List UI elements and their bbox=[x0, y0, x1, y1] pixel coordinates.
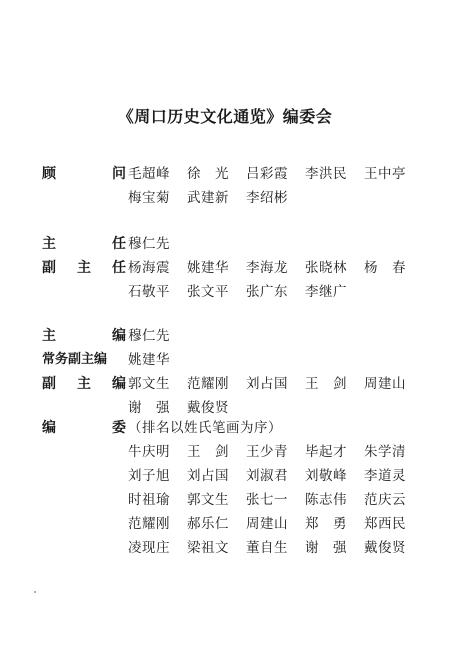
member-name: 穆仁先 bbox=[128, 328, 170, 344]
member-name: 李海龙 bbox=[246, 260, 288, 276]
executive-deputy-editor-row bbox=[42, 348, 422, 372]
label-char: 主 bbox=[77, 376, 91, 392]
member-name: 牛庆明 bbox=[128, 444, 170, 460]
label-char: 编 bbox=[112, 376, 126, 392]
member-name: 刘敬峰 bbox=[305, 468, 347, 484]
committee-names bbox=[128, 464, 423, 488]
member-name: 李继广 bbox=[305, 284, 347, 300]
editor-in-chief-label bbox=[42, 324, 128, 348]
label-char: 副 bbox=[42, 376, 56, 392]
member-name: 刘占国 bbox=[187, 468, 229, 484]
member-name: 李洪民 bbox=[305, 166, 347, 182]
member-name: 王中亭 bbox=[364, 166, 406, 182]
committee-names bbox=[128, 512, 423, 536]
member-name: 张七一 bbox=[246, 492, 288, 508]
label-char: 问 bbox=[112, 166, 126, 182]
member-name: 董自生 bbox=[246, 540, 288, 556]
deputy-directors-names bbox=[128, 256, 423, 280]
committee-names bbox=[128, 488, 423, 512]
member-name: 郑西民 bbox=[364, 516, 406, 532]
advisors-label bbox=[42, 162, 128, 186]
deputy-editors-names bbox=[128, 372, 423, 396]
committee-row-1 bbox=[42, 440, 422, 464]
member-name: 谢 强 bbox=[305, 540, 347, 556]
member-name: 穆仁先 bbox=[128, 236, 170, 252]
member-name: 杨 春 bbox=[364, 260, 406, 276]
executive-deputy-editor-label: 常务副主编 bbox=[42, 352, 108, 367]
member-name: 王少青 bbox=[246, 444, 288, 460]
director-label bbox=[42, 232, 128, 256]
advisors-row-1 bbox=[42, 162, 422, 186]
member-name: 范耀刚 bbox=[128, 516, 170, 532]
member-name: 郑 勇 bbox=[305, 516, 347, 532]
executive-deputy-editor-names bbox=[128, 348, 187, 372]
committee-row-5 bbox=[42, 536, 422, 560]
member-name: 郭文生 bbox=[187, 492, 229, 508]
deputy-directors-label bbox=[42, 256, 128, 280]
committee-names bbox=[128, 536, 423, 560]
committee-row-3 bbox=[42, 488, 422, 512]
member-name: 凌现庄 bbox=[128, 540, 170, 556]
advisors-names bbox=[128, 162, 423, 186]
member-name: 王 剑 bbox=[187, 444, 229, 460]
section-committee bbox=[42, 416, 422, 560]
committee-names bbox=[128, 440, 423, 464]
member-name: 石敬平 bbox=[128, 284, 170, 300]
member-name: 徐 光 bbox=[187, 166, 229, 182]
committee-label bbox=[42, 416, 128, 440]
member-name: 郝乐仁 bbox=[187, 516, 229, 532]
member-name: 周建山 bbox=[364, 376, 406, 392]
label-char: 主 bbox=[42, 236, 56, 252]
member-name: 姚建华 bbox=[128, 352, 170, 368]
member-name: 王 剑 bbox=[305, 376, 347, 392]
label-char: 任 bbox=[112, 236, 126, 252]
label-char: 任 bbox=[112, 260, 126, 276]
section-directors bbox=[42, 232, 422, 304]
scan-speck bbox=[34, 591, 36, 593]
label-char: 副 bbox=[42, 260, 56, 276]
member-name: 张晓林 bbox=[305, 260, 347, 276]
director-row bbox=[42, 232, 422, 256]
section-advisors bbox=[42, 162, 422, 210]
label-char: 顾 bbox=[42, 166, 56, 182]
editor-in-chief-row bbox=[42, 324, 422, 348]
member-name: 戴俊贤 bbox=[364, 540, 406, 556]
label-char: 委 bbox=[112, 420, 126, 436]
member-name: 陈志伟 bbox=[305, 492, 347, 508]
deputy-editors-row-1 bbox=[42, 372, 422, 396]
member-name: 武建新 bbox=[187, 190, 229, 206]
advisors-row-2 bbox=[42, 186, 422, 210]
member-name: 郭文生 bbox=[128, 376, 170, 392]
member-name: 梁祖文 bbox=[187, 540, 229, 556]
member-name: 张广东 bbox=[246, 284, 288, 300]
deputy-directors-row-2 bbox=[42, 280, 422, 304]
member-name: 杨海震 bbox=[128, 260, 170, 276]
member-name: 刘子旭 bbox=[128, 468, 170, 484]
member-name: 姚建华 bbox=[187, 260, 229, 276]
committee-heading-row bbox=[42, 416, 422, 440]
member-name: 戴俊贤 bbox=[187, 400, 229, 416]
member-name: 谢 强 bbox=[128, 400, 170, 416]
label-char: 主 bbox=[42, 328, 56, 344]
label-char: 编 bbox=[42, 420, 56, 436]
advisors-names bbox=[128, 186, 305, 210]
member-name: 范庆云 bbox=[364, 492, 406, 508]
section-editors bbox=[42, 324, 422, 420]
label-char: 编 bbox=[112, 328, 126, 344]
editor-in-chief-names bbox=[128, 324, 187, 348]
member-name: 毕起才 bbox=[305, 444, 347, 460]
member-name: 刘淑君 bbox=[246, 468, 288, 484]
deputy-editors-label bbox=[42, 372, 128, 396]
committee-row-4 bbox=[42, 512, 422, 536]
member-name: 毛超峰 bbox=[128, 166, 170, 182]
member-name: 李道灵 bbox=[364, 468, 406, 484]
ordering-note: （排名以姓氏笔画为序） bbox=[128, 420, 282, 436]
deputy-directors-row-1 bbox=[42, 256, 422, 280]
page-title: 《周口历史文化通览》编委会 bbox=[117, 107, 333, 126]
member-name: 刘占国 bbox=[246, 376, 288, 392]
member-name: 范耀刚 bbox=[187, 376, 229, 392]
member-name: 时祖瑜 bbox=[128, 492, 170, 508]
member-name: 李绍彬 bbox=[246, 190, 288, 206]
member-name: 吕彩霞 bbox=[246, 166, 288, 182]
director-names bbox=[128, 232, 187, 256]
deputy-directors-names bbox=[128, 280, 364, 304]
member-name: 周建山 bbox=[246, 516, 288, 532]
member-name: 张文平 bbox=[187, 284, 229, 300]
label-char: 主 bbox=[77, 260, 91, 276]
member-name: 朱学清 bbox=[364, 444, 406, 460]
committee-row-2 bbox=[42, 464, 422, 488]
member-name: 梅宝菊 bbox=[128, 190, 170, 206]
